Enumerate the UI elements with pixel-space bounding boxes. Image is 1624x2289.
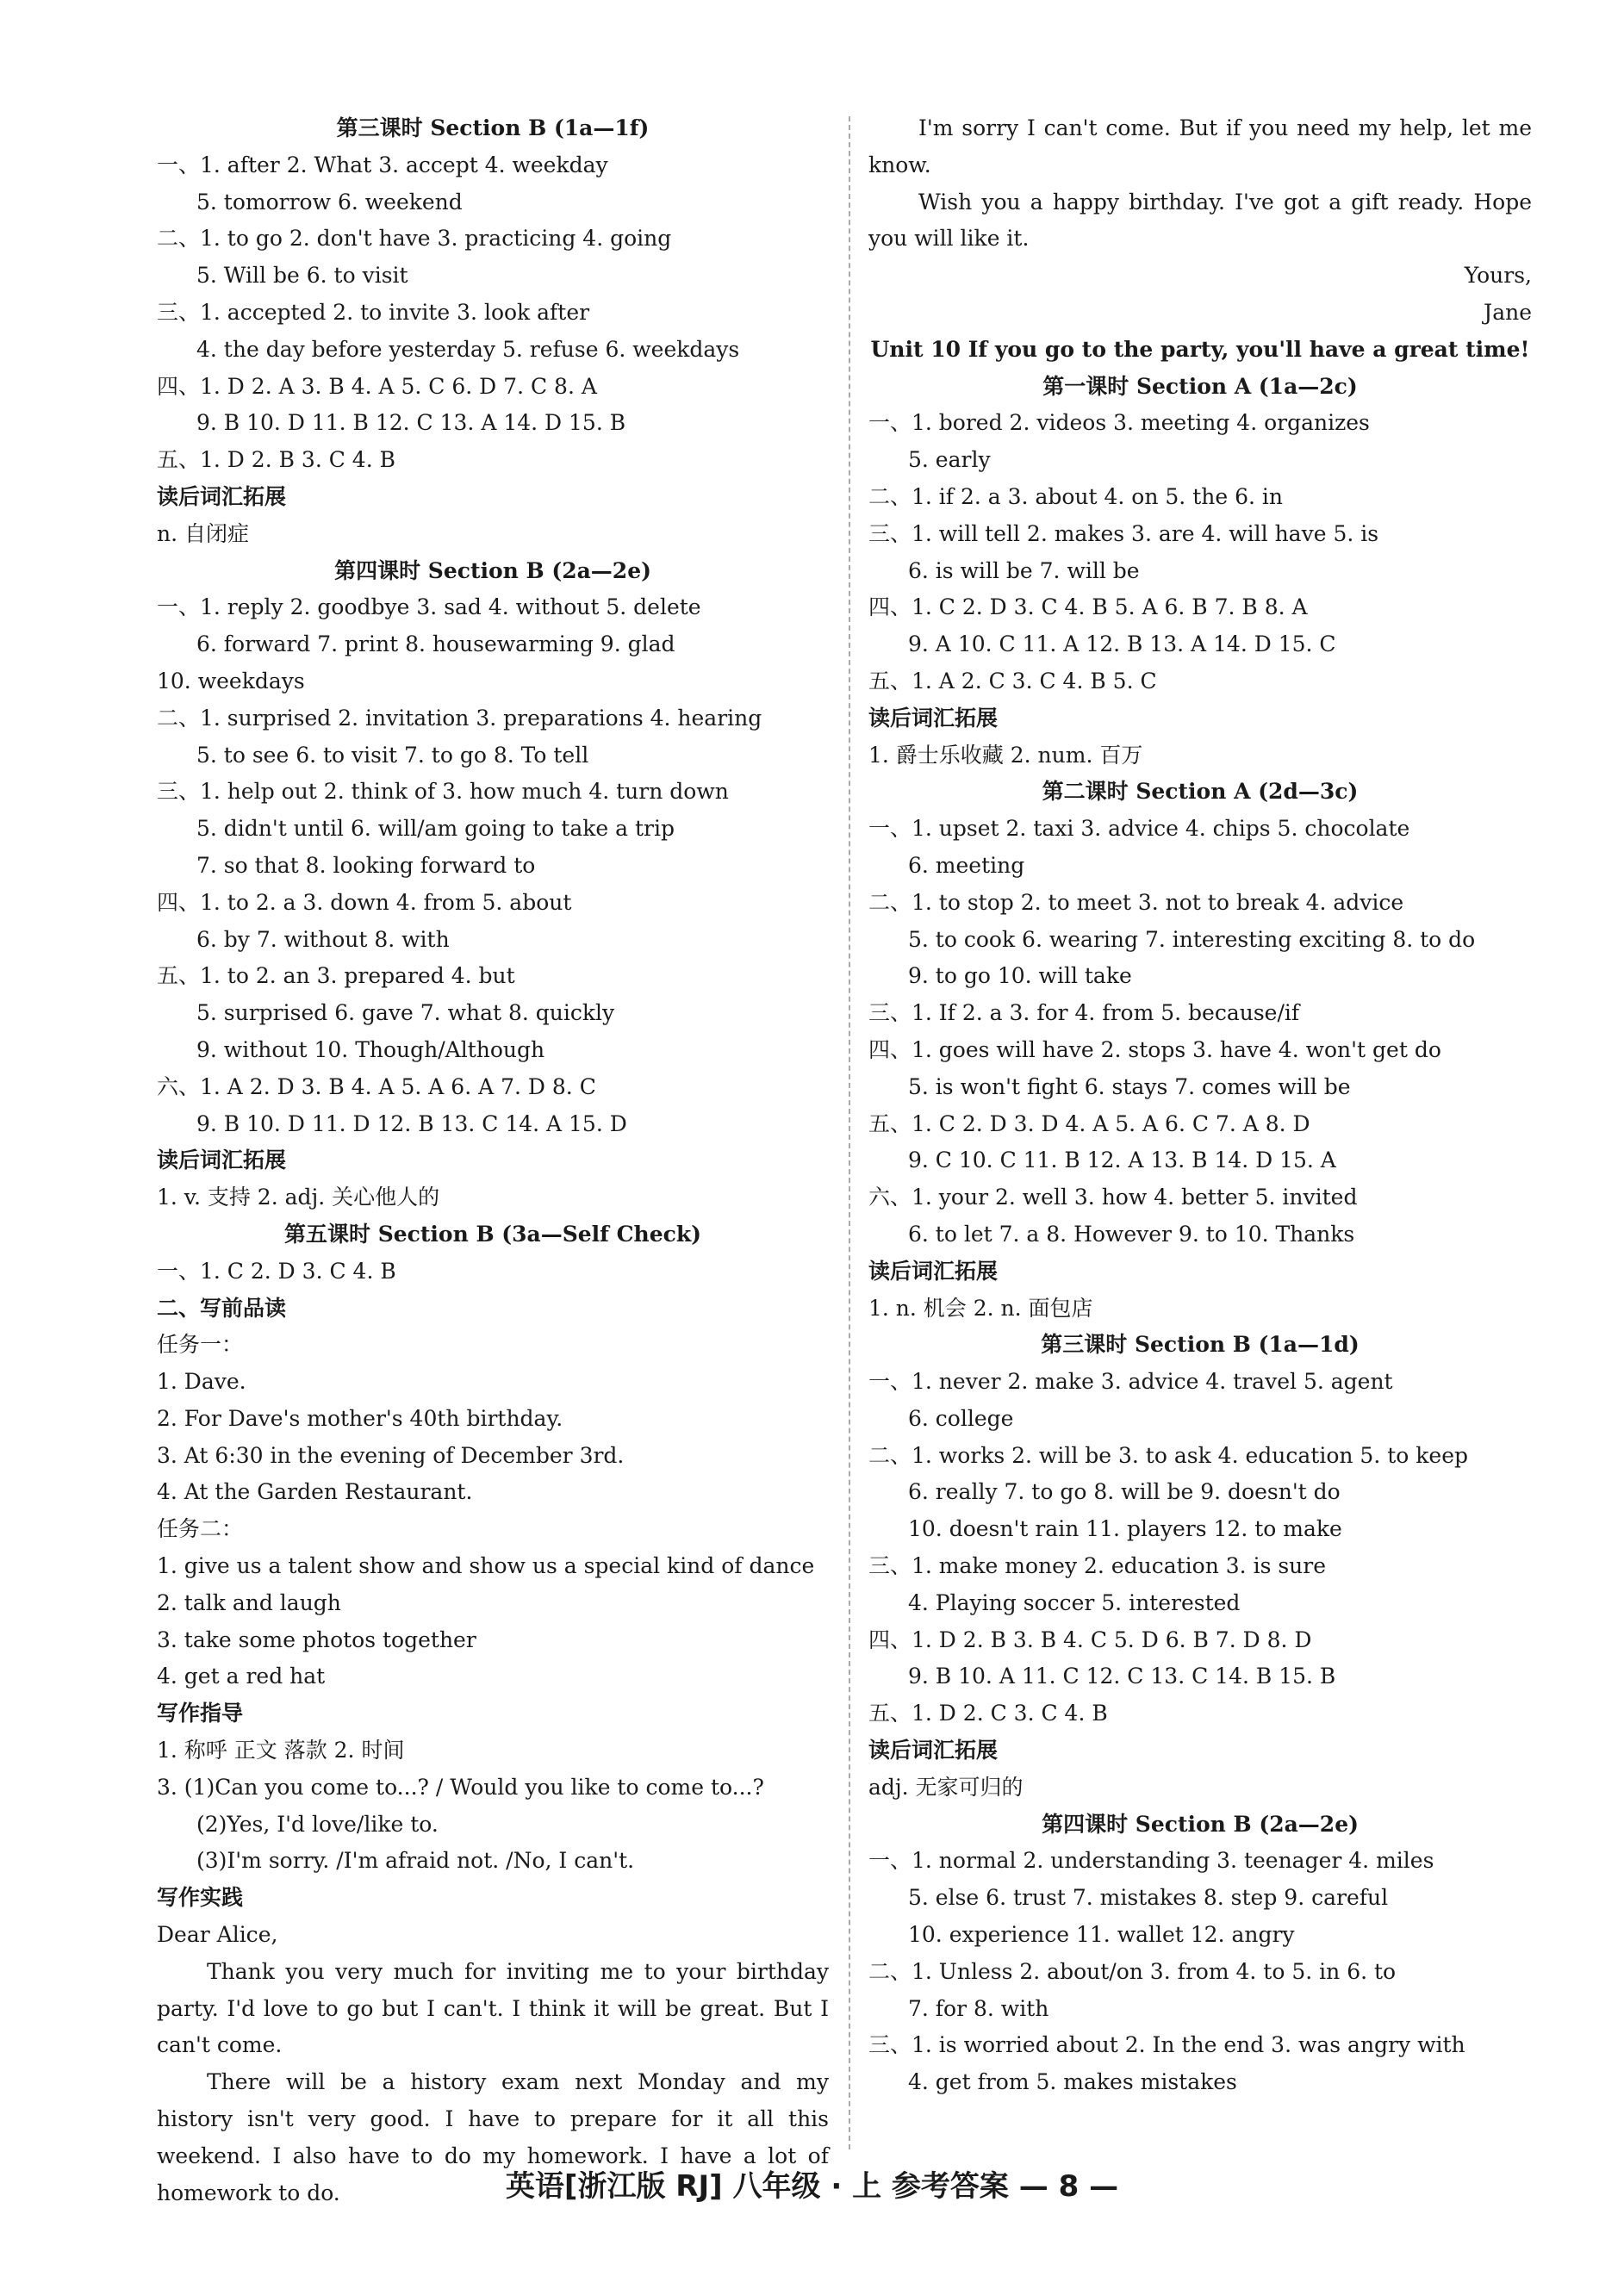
right-line-20: 5. to cook 6. wearing 7. interesting exciting 8. to do [908, 926, 1476, 952]
left-line-30: 第五课时 Section B (3a—Self Check) [283, 1221, 701, 1247]
left-line-29: 1. v. 支持 2. adj. 关心他人的 [157, 1185, 440, 1210]
left-line-0: 第三课时 Section B (1a—1f) [336, 115, 650, 140]
left-line-14: 6. forward 7. print 8. housewarming 9. glad [196, 631, 675, 657]
right-line-26: 9. C 10. C 11. B 12. A 13. B 14. D 15. A [908, 1148, 1336, 1173]
right-line-27: 六、1. your 2. well 3. how 4. better 5. invited [868, 1185, 1358, 1210]
left-line-23: 五、1. to 2. an 3. prepared 4. but [157, 963, 515, 989]
right-line-36: 10. doesn't rain 11. players 12. to make [908, 1516, 1342, 1542]
right-line-43: adj. 无家可归的 [868, 1774, 1024, 1800]
right-line-17: 一、1. upset 2. taxi 3. advice 4. chips 5. chocolate [868, 816, 1410, 842]
left-line-50: Thank you very much for inviting me to your birthday party. I'd love to go but I can't. I think it will be great. But I can't come. [157, 1958, 829, 2058]
left-line-17: 5. to see 6. to visit 7. to go 8. To tell [196, 742, 589, 768]
left-column [157, 110, 829, 2211]
right-line-51: 4. get from 5. makes mistakes [908, 2069, 1237, 2095]
right-line-9: 三、1. will tell 2. makes 3. are 4. will have 5. is [868, 520, 1379, 546]
right-line-25: 五、1. C 2. D 3. D 4. A 5. A 6. C 7. A 8. D [868, 1110, 1310, 1136]
right-line-2: Yours, [1464, 263, 1532, 289]
right-line-39: 四、1. D 2. B 3. B 4. C 5. D 6. B 7. D 8. D [868, 1627, 1312, 1652]
right-line-8: 二、1. if 2. a 3. about 4. on 5. the 6. in [868, 483, 1283, 509]
right-line-15: 1. 爵士乐收藏 2. num. 百万 [868, 742, 1143, 768]
right-line-12: 9. A 10. C 11. A 12. B 13. A 14. D 15. C [908, 631, 1336, 657]
right-line-30: 1. n. 机会 2. n. 面包店 [868, 1295, 1093, 1321]
right-line-44: 第四课时 Section B (2a—2e) [1042, 1811, 1359, 1837]
left-line-6: 4. the day before yesterday 5. refuse 6. weekdays [196, 336, 740, 362]
left-line-9: 五、1. D 2. B 3. C 4. B [157, 447, 395, 473]
right-line-23: 四、1. goes will have 2. stops 3. have 4. won't get do [868, 1036, 1441, 1062]
right-line-41: 五、1. D 2. C 3. C 4. B [868, 1701, 1108, 1726]
right-line-14: 读后词汇拓展 [868, 705, 999, 731]
page-footer: 英语[浙江版 RJ] 八年级 · 上 参考答案 — 8 — [505, 2169, 1119, 2204]
right-line-11: 四、1. C 2. D 3. C 4. B 5. A 6. B 7. B 8. A [868, 594, 1308, 620]
left-line-4: 5. Will be 6. to visit [196, 263, 408, 289]
right-line-13: 五、1. A 2. C 3. C 4. B 5. C [868, 668, 1157, 694]
left-line-34: 1. Dave. [157, 1369, 246, 1395]
right-line-28: 6. to let 7. a 8. However 9. to 10. Thanks [908, 1221, 1355, 1247]
left-line-11: n. 自闭症 [157, 520, 249, 546]
right-column [868, 110, 1532, 2101]
left-line-28: 读后词汇拓展 [157, 1148, 287, 1173]
left-line-33: 任务一： [157, 1332, 244, 1358]
left-line-38: 任务二： [157, 1516, 244, 1542]
right-line-45: 一、1. normal 2. understanding 3. teenager 4. miles [868, 1848, 1434, 1874]
left-line-13: 一、1. reply 2. goodbye 3. sad 4. without 5. delete [157, 594, 701, 620]
left-line-3: 二、1. to go 2. don't have 3. practicing 4. going [157, 226, 672, 252]
right-line-6: 一、1. bored 2. videos 3. meeting 4. organizes [868, 410, 1370, 436]
left-line-5: 三、1. accepted 2. to invite 3. look after [157, 299, 590, 325]
right-line-19: 二、1. to stop 2. to meet 3. not to break 4. advice [868, 889, 1404, 915]
right-line-42: 读后词汇拓展 [868, 1738, 999, 1763]
right-line-21: 9. to go 10. will take [908, 963, 1132, 989]
left-line-49: Dear Alice, [157, 1922, 278, 1948]
right-line-22: 三、1. If 2. a 3. for 4. from 5. because/if [868, 1000, 1300, 1026]
left-line-10: 读后词汇拓展 [157, 483, 287, 509]
right-line-24: 5. is won't fight 6. stays 7. comes will be [908, 1073, 1351, 1099]
right-line-10: 6. is will be 7. will be [908, 557, 1140, 583]
right-line-4: Unit 10 If you go to the party, you'll have a great time! [870, 336, 1530, 362]
left-line-8: 9. B 10. D 11. B 12. C 13. A 14. D 15. B [196, 410, 626, 436]
left-line-22: 6. by 7. without 8. with [196, 926, 450, 952]
left-line-21: 四、1. to 2. a 3. down 4. from 5. about [157, 889, 572, 915]
right-line-35: 6. really 7. to go 8. will be 9. doesn't do [908, 1479, 1341, 1505]
right-line-48: 二、1. Unless 2. about/on 3. from 4. to 5. in 6. to [868, 1958, 1397, 1984]
left-line-51: There will be a history exam next Monday and my history isn't very good. I have to prepare for it all this weekend. I also have to do my homework. I have a lot of homework to do. [157, 2069, 829, 2205]
right-line-7: 5. early [908, 447, 991, 473]
left-line-20: 7. so that 8. looking forward to [196, 852, 536, 878]
column-divider [849, 116, 850, 2149]
left-line-26: 六、1. A 2. D 3. B 4. A 5. A 6. A 7. D 8. C [157, 1073, 596, 1099]
left-line-39: 1. give us a talent show and show us a special kind of dance [157, 1553, 815, 1579]
right-line-40: 9. B 10. A 11. C 12. C 13. C 14. B 15. B [908, 1664, 1336, 1689]
left-line-2: 5. tomorrow 6. weekend [196, 189, 463, 215]
left-line-41: 3. take some photos together [157, 1627, 476, 1652]
right-line-32: 一、1. never 2. make 3. advice 4. travel 5. agent [868, 1369, 1393, 1395]
left-line-48: 写作实践 [157, 1885, 244, 1911]
right-line-46: 5. else 6. trust 7. mistakes 8. step 9. careful [908, 1885, 1389, 1911]
right-line-37: 三、1. make money 2. education 3. is sure [868, 1553, 1327, 1579]
left-line-19: 5. didn't until 6. will/am going to take a trip [196, 816, 675, 842]
left-line-35: 2. For Dave's mother's 40th birthday. [157, 1405, 563, 1431]
left-line-16: 二、1. surprised 2. invitation 3. preparations 4. hearing [157, 705, 762, 731]
left-line-31: 一、1. C 2. D 3. C 4. B [157, 1258, 396, 1284]
left-line-27: 9. B 10. D 11. D 12. B 13. C 14. A 15. D [196, 1110, 627, 1136]
left-line-7: 四、1. D 2. A 3. B 4. A 5. C 6. D 7. C 8. A [157, 373, 597, 399]
left-line-32: 二、写前品读 [157, 1295, 287, 1321]
left-line-15: 10. weekdays [157, 668, 305, 694]
right-line-47: 10. experience 11. wallet 12. angry [908, 1922, 1295, 1948]
right-line-0: I'm sorry I can't come. But if you need my help, let me know. [868, 115, 1532, 177]
left-line-40: 2. talk and laugh [157, 1589, 341, 1615]
left-line-42: 4. get a red hat [157, 1664, 326, 1689]
right-line-1: Wish you a happy birthday. I've got a gift ready. Hope you will like it. [868, 189, 1532, 252]
left-line-45: 3. (1)Can you come to...? / Would you like to come to...? [157, 1774, 764, 1800]
right-line-50: 三、1. is worried about 2. In the end 3. was angry with [868, 2032, 1465, 2058]
left-line-1: 一、1. after 2. What 3. accept 4. weekday [157, 152, 608, 177]
left-line-36: 3. At 6:30 in the evening of December 3rd. [157, 1442, 625, 1468]
right-line-31: 第三课时 Section B (1a—1d) [1041, 1332, 1360, 1358]
right-line-33: 6. college [908, 1405, 1014, 1431]
right-line-18: 6. meeting [908, 852, 1025, 878]
right-line-29: 读后词汇拓展 [868, 1258, 999, 1284]
left-line-12: 第四课时 Section B (2a—2e) [334, 557, 651, 583]
left-line-44: 1. 称呼 正文 落款 2. 时间 [157, 1738, 405, 1763]
left-line-43: 写作指导 [157, 1701, 244, 1726]
left-line-46: (2)Yes, I'd love/like to. [196, 1811, 439, 1837]
right-line-3: Jane [1484, 299, 1532, 325]
left-line-24: 5. surprised 6. gave 7. what 8. quickly [196, 1000, 615, 1026]
right-line-38: 4. Playing soccer 5. interested [908, 1589, 1241, 1615]
left-line-25: 9. without 10. Though/Although [196, 1036, 545, 1062]
right-line-34: 二、1. works 2. will be 3. to ask 4. education 5. to keep [868, 1442, 1469, 1468]
right-line-5: 第一课时 Section A (1a—2c) [1042, 373, 1358, 399]
left-line-18: 三、1. help out 2. think of 3. how much 4. turn down [157, 779, 729, 805]
right-line-16: 第二课时 Section A (2d—3c) [1042, 779, 1359, 805]
left-line-47: (3)I'm sorry. /I'm afraid not. /No, I can't. [196, 1848, 635, 1874]
right-line-49: 7. for 8. with [908, 1995, 1049, 2021]
left-line-37: 4. At the Garden Restaurant. [157, 1479, 473, 1505]
